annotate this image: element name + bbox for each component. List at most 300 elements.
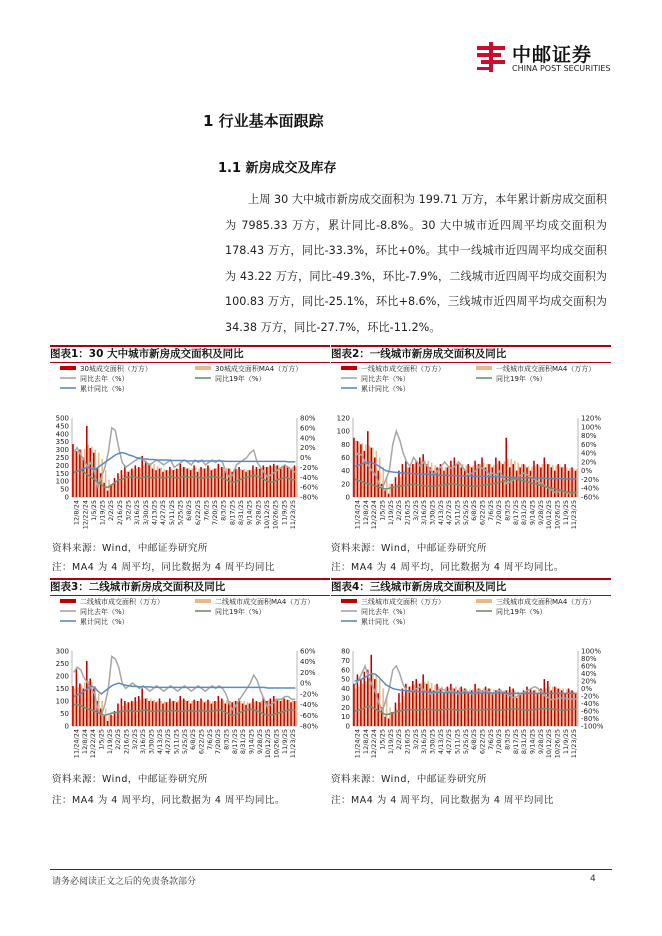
area-bar [159, 699, 161, 727]
ma4-bar [507, 690, 509, 726]
ma4-bar [143, 699, 145, 727]
footer-disclaimer: 请务必阅读正文之后的免责条款部分 [52, 877, 197, 887]
ma4-bar [358, 442, 360, 497]
ma4-bar [112, 484, 114, 497]
y-tick-label: 80% [581, 655, 597, 663]
area-bar [141, 456, 143, 497]
ma4-bar [115, 714, 117, 727]
y-tick-label: -20% [581, 475, 600, 484]
area-bar [571, 690, 573, 726]
area-bar [124, 465, 126, 497]
area-bar [176, 469, 178, 497]
x-tick-label: 11/9/25 [280, 729, 289, 755]
legend-label: 30城成交面积MA4（万方） [215, 365, 303, 373]
x-tick-label: 5/11/25 [167, 500, 176, 526]
area-bar [419, 458, 421, 498]
area-bar [159, 469, 161, 497]
ma4-bar [462, 689, 464, 727]
ma4-bar [285, 466, 287, 497]
area-bar [256, 701, 258, 726]
ma4-bar [136, 701, 138, 726]
figure-title: 图表2：一线城市新房成交面积及同比 [331, 345, 611, 363]
area-bar [228, 469, 230, 497]
x-tick-label: 8/17/25 [511, 729, 520, 755]
area-bar [505, 438, 507, 497]
ma4-bar [504, 690, 506, 726]
area-bar [176, 702, 178, 726]
y-tick-label: 80% [581, 432, 597, 441]
ma4-bar [167, 470, 169, 497]
area-bar [471, 690, 473, 726]
ma4-bar [95, 686, 97, 726]
figure-note: 注：MA4 为 4 周平均，同比数据为 4 周平均同比 [52, 562, 275, 573]
ma4-bar [389, 707, 391, 726]
x-tick-label: 4/13/25 [436, 500, 445, 526]
area-bar [114, 478, 116, 497]
x-tick-label: 12/22/24 [89, 729, 98, 759]
ma4-bar [108, 715, 110, 726]
ma4-bar [562, 467, 564, 497]
x-tick-label: 8/31/25 [520, 500, 529, 526]
ma4-bar [535, 466, 537, 497]
area-bar [485, 467, 487, 497]
area-bar [200, 467, 202, 497]
ma4-bar [414, 464, 416, 497]
y-tick-label: 60 [341, 666, 350, 675]
ma4-bar [531, 690, 533, 726]
x-tick-label: 5/11/25 [453, 729, 462, 755]
area-bar [547, 464, 549, 497]
area-bar [419, 684, 421, 726]
x-tick-label: 12/22/24 [370, 729, 379, 759]
x-tick-label: 5/25/25 [176, 500, 185, 526]
figure-4 [331, 578, 611, 768]
area-bar [360, 444, 362, 497]
area-bar [207, 465, 209, 497]
ma4-bar [136, 469, 138, 497]
ma4-bar [205, 701, 207, 726]
ma4-bar [576, 692, 578, 726]
area-bar [148, 464, 150, 497]
y-tick-label: 0 [345, 493, 350, 502]
area-bar [474, 684, 476, 726]
area-bar [224, 704, 226, 727]
brand-logo [474, 38, 614, 78]
x-tick-label: 12/8/24 [72, 500, 81, 526]
ma4-bar [417, 684, 419, 726]
area-bar [238, 467, 240, 497]
ma4-bar [542, 464, 544, 497]
y-tick-label: -60% [300, 711, 319, 720]
area-bar [214, 469, 216, 497]
ma4-bar [230, 469, 232, 497]
ma4-bar [174, 469, 176, 497]
ma4-bar [407, 690, 409, 726]
legend-label: 二线城市成交面积（万方） [80, 598, 164, 606]
x-tick-label: 11/23/25 [289, 729, 298, 759]
area-bar [103, 716, 105, 726]
ma4-bar [407, 467, 409, 497]
y-tick-label: 40 [341, 685, 350, 693]
ma4-bar [160, 701, 162, 726]
ma4-bar [393, 712, 395, 726]
ma4-bar [355, 441, 357, 497]
area-bar [169, 699, 171, 727]
ma4-bar [167, 702, 169, 726]
x-tick-label: 7/6/25 [205, 729, 214, 750]
x-tick-label: 1/5/25 [89, 500, 98, 521]
area-bar [505, 690, 507, 726]
ma4-bar [281, 466, 283, 497]
area-bar [499, 461, 501, 497]
ma4-bar [247, 470, 249, 497]
y-tick-label: 20% [300, 444, 316, 453]
ma4-bar [205, 468, 207, 497]
x-tick-label: 1/5/25 [378, 729, 387, 750]
x-tick-label: 8/3/25 [503, 729, 512, 750]
y-tick-label: 300 [55, 446, 69, 455]
area-bar [249, 470, 251, 497]
ma4-bar [389, 484, 391, 497]
ma4-bar [195, 701, 197, 726]
ma4-bar [479, 689, 481, 727]
area-bar [235, 469, 237, 497]
chart-tier2-cities [50, 596, 330, 768]
y-tick-label: 100% [581, 647, 602, 656]
area-bar [440, 689, 442, 727]
area-bar [155, 702, 157, 726]
x-tick-label: 11/9/25 [561, 500, 570, 526]
figure-note: 注：MA4 为 4 周平均，同比数据为 4 周平均同比。 [331, 562, 564, 573]
ma4-bar [497, 689, 499, 726]
ma4-bar [171, 469, 173, 497]
area-bar [103, 483, 105, 497]
x-tick-label: 4/27/25 [445, 729, 454, 755]
area-bar [481, 690, 483, 726]
ma4-bar [164, 702, 166, 727]
area-bar [145, 461, 147, 497]
area-bar [273, 464, 275, 497]
area-bar [155, 470, 157, 497]
x-tick-label: 4/27/25 [159, 500, 168, 526]
area-bar [391, 484, 393, 497]
x-tick-label: 8/31/25 [237, 500, 246, 526]
area-bar [138, 467, 140, 497]
area-bar [415, 679, 417, 726]
x-tick-label: 5/11/25 [172, 729, 181, 755]
x-tick-label: 2/2/25 [114, 729, 123, 750]
legend-label: 二线城市成交面积MA4（万方） [215, 598, 315, 606]
area-bar [422, 674, 424, 726]
y-tick-label: 60% [300, 424, 316, 433]
area-bar [464, 471, 466, 497]
area-bar [283, 465, 285, 497]
ma4-bar [566, 689, 568, 726]
x-tick-label: 10/12/25 [264, 729, 273, 759]
legend-swatch [476, 599, 492, 603]
ma4-bar [150, 463, 152, 497]
area-bar [162, 704, 164, 727]
ma4-bar [497, 464, 499, 497]
x-tick-label: 12/8/24 [361, 500, 370, 526]
ma4-bar [88, 445, 90, 497]
chart-tier1-cities [331, 363, 611, 539]
x-tick-label: 2/2/25 [395, 729, 404, 750]
area-bar [544, 458, 546, 498]
x-tick-label: 12/22/24 [370, 500, 379, 530]
figure-note: 注：MA4 为 4 周平均，同比数据为 4 周平均同比 [331, 795, 554, 806]
legend-label: 同比19年（%） [215, 375, 266, 383]
ma4-bar [115, 483, 117, 497]
y-tick-label: 100% [581, 423, 602, 432]
ma4-bar [153, 464, 155, 497]
x-tick-label: 4/13/25 [150, 500, 159, 526]
area-bar [89, 448, 91, 497]
area-bar [433, 690, 435, 726]
area-bar [370, 655, 372, 726]
y-tick-label: 0 [345, 722, 350, 731]
x-tick-label: 3/16/25 [420, 500, 429, 526]
x-tick-label: 2/16/25 [115, 500, 124, 526]
legend-label: 一线城市成交面积MA4（万方） [496, 365, 596, 373]
chart-tier3-cities [331, 596, 611, 768]
x-tick-label: 8/3/25 [503, 500, 512, 521]
area-bar [364, 672, 366, 726]
x-tick-label: 7/20/25 [211, 500, 220, 526]
area-bar [224, 470, 226, 497]
y-tick-label: 40% [300, 658, 316, 667]
area-bar [526, 687, 528, 726]
x-tick-label: 7/6/25 [486, 729, 495, 750]
area-bar [454, 458, 456, 498]
area-bar [259, 702, 261, 726]
area-bar [478, 689, 480, 727]
ma4-bar [386, 698, 388, 726]
legend-swatch [341, 366, 357, 370]
ma4-bar [243, 469, 245, 497]
ma4-bar [452, 465, 454, 497]
figure-source: 资料来源：Wind，中邮证券研究所 [52, 543, 208, 554]
ma4-bar [157, 701, 159, 726]
area-bar [395, 703, 397, 726]
ma4-bar [493, 465, 495, 497]
area-bar [290, 702, 292, 726]
ma4-bar [188, 700, 190, 726]
y-tick-label: -40% [581, 484, 600, 493]
area-bar [426, 464, 428, 497]
ma4-bar [171, 702, 173, 727]
ma4-bar [295, 701, 297, 726]
x-tick-label: 2/16/25 [403, 500, 412, 526]
area-bar [388, 494, 390, 497]
ma4-bar [74, 689, 76, 727]
ma4-bar [376, 451, 378, 497]
ma4-bar [188, 468, 190, 497]
x-tick-label: 3/2/25 [130, 729, 139, 750]
area-bar [204, 469, 206, 497]
ma4-bar [250, 702, 252, 726]
ma4-bar [500, 689, 502, 726]
ma4-bar [542, 689, 544, 726]
area-bar [173, 701, 175, 726]
x-tick-label: 11/24/24 [353, 729, 362, 759]
ma4-bar [178, 701, 180, 727]
ma4-bar [129, 702, 131, 726]
ma4-bar [535, 689, 537, 726]
x-tick-label: 8/17/25 [230, 729, 239, 755]
figure-source: 资料来源：Wind，中邮证券研究所 [331, 774, 487, 785]
y-tick-label: 40% [581, 449, 597, 458]
ma4-bar [400, 477, 402, 497]
logo-name-cn: 中邮证券 [512, 44, 593, 66]
x-tick-label: 3/30/25 [141, 500, 150, 526]
area-bar [357, 441, 359, 497]
y-tick-label: -60% [581, 707, 600, 716]
area-bar [353, 684, 355, 726]
x-tick-label: 9/14/25 [245, 500, 254, 526]
area-bar [374, 679, 376, 726]
ma4-bar [434, 465, 436, 497]
area-bar [166, 702, 168, 726]
china-post-logo-icon [474, 40, 508, 74]
x-tick-label: 5/25/25 [461, 500, 470, 526]
ma4-bar [133, 702, 135, 727]
legend-label: 30城成交面积（万方） [80, 365, 152, 373]
area-bar [117, 704, 119, 727]
ma4-bar [84, 682, 86, 726]
x-tick-label: 4/27/25 [164, 729, 173, 755]
ma4-bar [362, 443, 364, 497]
area-bar [429, 467, 431, 497]
ma4-bar [379, 458, 381, 498]
ma4-bar [549, 464, 551, 497]
ma4-bar [185, 700, 187, 726]
chart-30-cities [50, 363, 330, 539]
legend-label: 同比去年（%） [80, 375, 129, 383]
legend-label: 一线城市成交面积（万方） [361, 365, 445, 373]
area-bar [287, 700, 289, 726]
x-tick-label: 2/2/25 [395, 500, 404, 521]
ma4-bar [500, 463, 502, 497]
x-tick-label: 11/9/25 [280, 500, 289, 526]
area-bar [252, 465, 254, 497]
ma4-bar [219, 701, 221, 726]
x-tick-label: 8/31/25 [239, 729, 248, 755]
y-tick-label: 70 [341, 656, 350, 665]
area-bar [166, 470, 168, 497]
area-bar [186, 701, 188, 726]
x-tick-label: 3/30/25 [428, 729, 437, 755]
x-tick-label: 3/30/25 [147, 729, 156, 755]
area-bar [422, 454, 424, 497]
area-bar [214, 701, 216, 726]
area-bar [200, 699, 202, 727]
y-tick-label: 20% [581, 458, 597, 467]
ma4-bar [424, 682, 426, 726]
ma4-bar [254, 702, 256, 726]
area-bar [488, 464, 490, 497]
ma4-bar [209, 701, 211, 726]
ma4-bar [403, 471, 405, 497]
ma4-bar [126, 704, 128, 727]
area-bar [245, 705, 247, 726]
legend-label: 同比19年（%） [496, 375, 547, 383]
y-tick-label: -80% [581, 715, 600, 723]
area-bar [547, 681, 549, 726]
area-bar [86, 661, 88, 726]
ma4-bar [441, 467, 443, 497]
area-bar [193, 465, 195, 497]
area-bar [100, 709, 102, 727]
area-bar [488, 689, 490, 727]
ma4-bar [140, 468, 142, 497]
area-bar [131, 469, 133, 497]
area-bar [211, 470, 213, 497]
x-tick-label: 4/27/25 [445, 500, 454, 526]
ma4-bar [195, 468, 197, 497]
ma4-bar [247, 702, 249, 726]
area-bar [152, 469, 154, 497]
area-bar [388, 719, 390, 727]
y-tick-label: 50 [60, 710, 69, 718]
x-tick-label: 7/6/25 [202, 500, 211, 521]
y-tick-label: 0% [581, 685, 593, 693]
ma4-bar [427, 681, 429, 726]
area-bar [269, 699, 271, 727]
area-bar [516, 698, 518, 726]
ma4-bar [476, 689, 478, 727]
area-bar [76, 451, 78, 497]
area-bar [447, 467, 449, 497]
area-bar [402, 464, 404, 497]
ma4-bar [545, 464, 547, 497]
area-bar [221, 467, 223, 497]
x-tick-label: 2/16/25 [122, 729, 131, 755]
y-tick-label: 120 [336, 414, 350, 423]
ma4-bar [365, 681, 367, 726]
ma4-bar [240, 701, 242, 726]
x-tick-label: 11/23/25 [570, 500, 579, 530]
area-bar [370, 448, 372, 497]
x-tick-label: 6/8/25 [470, 500, 479, 521]
area-bar [245, 472, 247, 497]
y-tick-label: 200 [55, 672, 69, 681]
area-bar [193, 700, 195, 726]
ma4-bar [181, 468, 183, 497]
ma4-bar [191, 701, 193, 726]
area-bar [398, 471, 400, 497]
ma4-bar [219, 468, 221, 497]
x-tick-label: 10/26/25 [272, 729, 281, 759]
area-bar [533, 690, 535, 726]
area-bar [93, 453, 95, 497]
area-bar [492, 467, 494, 497]
ma4-bar [91, 446, 93, 497]
ma4-bar [250, 470, 252, 497]
y-tick-label: -20% [300, 463, 319, 472]
x-tick-label: 8/3/25 [222, 729, 231, 750]
y-tick-label: 20 [341, 703, 350, 712]
area-bar [183, 467, 185, 497]
x-tick-label: 1/5/25 [97, 729, 106, 750]
area-bar [145, 699, 147, 727]
area-bar [79, 450, 81, 497]
x-tick-label: 3/16/25 [420, 729, 429, 755]
area-bar [190, 704, 192, 727]
area-bar [550, 690, 552, 726]
ma4-bar [202, 701, 204, 727]
x-tick-label: 2/16/25 [403, 729, 412, 755]
